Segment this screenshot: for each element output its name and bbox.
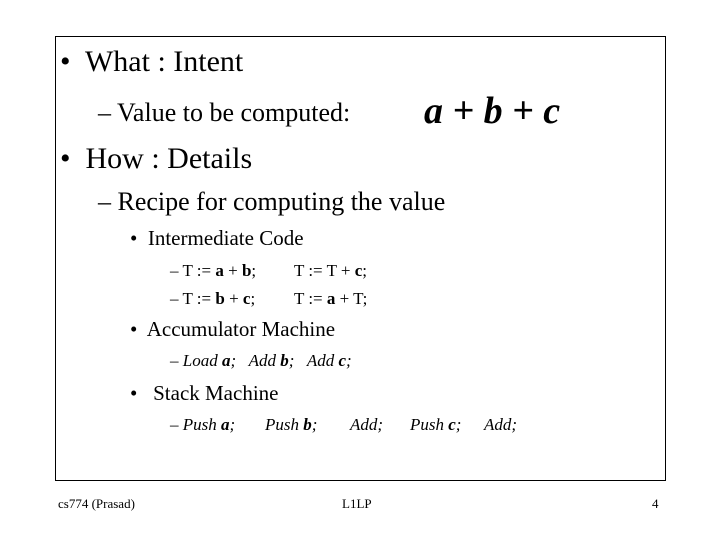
sub-recipe <box>98 189 445 215</box>
acc-instr-add-b: Add b; <box>248 351 295 370</box>
code-stmt-2a: T := b + c; <box>182 289 256 308</box>
acc-instr-load-a: Load a; <box>182 351 237 370</box>
dash-marker: – <box>98 98 111 127</box>
item-stack-machine <box>130 383 278 404</box>
bullet-what <box>60 47 243 77</box>
sub-value-computed-text: Value to be computed: <box>117 98 351 127</box>
code-stmt-1b: T := T + c; <box>294 261 368 280</box>
bullet-marker: • <box>60 142 71 175</box>
stack-instr-add-1: Add; <box>350 415 384 434</box>
dash-marker: – <box>170 289 179 308</box>
dash-marker: – <box>170 351 179 370</box>
code-line-1 <box>170 262 256 279</box>
footer-course: cs774 (Prasad) <box>58 496 135 511</box>
dash-marker: – <box>98 187 111 216</box>
sub-value-computed <box>98 100 350 126</box>
stack-machine-title: Stack Machine <box>153 381 279 405</box>
bullet-how <box>60 144 252 174</box>
bullet-how-text: How : Details <box>85 142 253 175</box>
item-accumulator-machine <box>130 319 335 340</box>
dash-marker: – <box>170 261 179 280</box>
dash-marker: – <box>170 415 179 434</box>
accumulator-code-line <box>170 352 352 369</box>
bullet-what-text: What : Intent <box>84 45 244 78</box>
bullet-marker: • <box>130 381 138 405</box>
sub-recipe-text: Recipe for computing the value <box>117 187 446 216</box>
code-line-2 <box>170 290 255 307</box>
intermediate-code-title: Intermediate Code <box>147 226 304 250</box>
stack-instr-push-c: Push c; <box>410 415 462 434</box>
stack-instr-add-2: Add; <box>484 415 518 434</box>
stack-instr-push-a: Push a; <box>182 415 236 434</box>
stack-code-line <box>170 416 235 433</box>
footer-section: L1LP <box>342 496 372 511</box>
expression-abc: a + b + c <box>424 90 561 132</box>
item-intermediate-code <box>130 228 304 249</box>
accumulator-machine-title: Accumulator Machine <box>146 317 336 341</box>
code-stmt-1a: T := a + b; <box>182 261 257 280</box>
stack-instr-push-b: Push b; <box>265 415 318 434</box>
bullet-marker: • <box>130 317 138 341</box>
bullet-marker: • <box>130 226 138 250</box>
bullet-marker: • <box>60 45 71 78</box>
footer-page-number: 4 <box>652 496 659 511</box>
acc-instr-add-c: Add c; <box>306 351 352 370</box>
code-stmt-2b: T := a + T; <box>294 289 368 308</box>
